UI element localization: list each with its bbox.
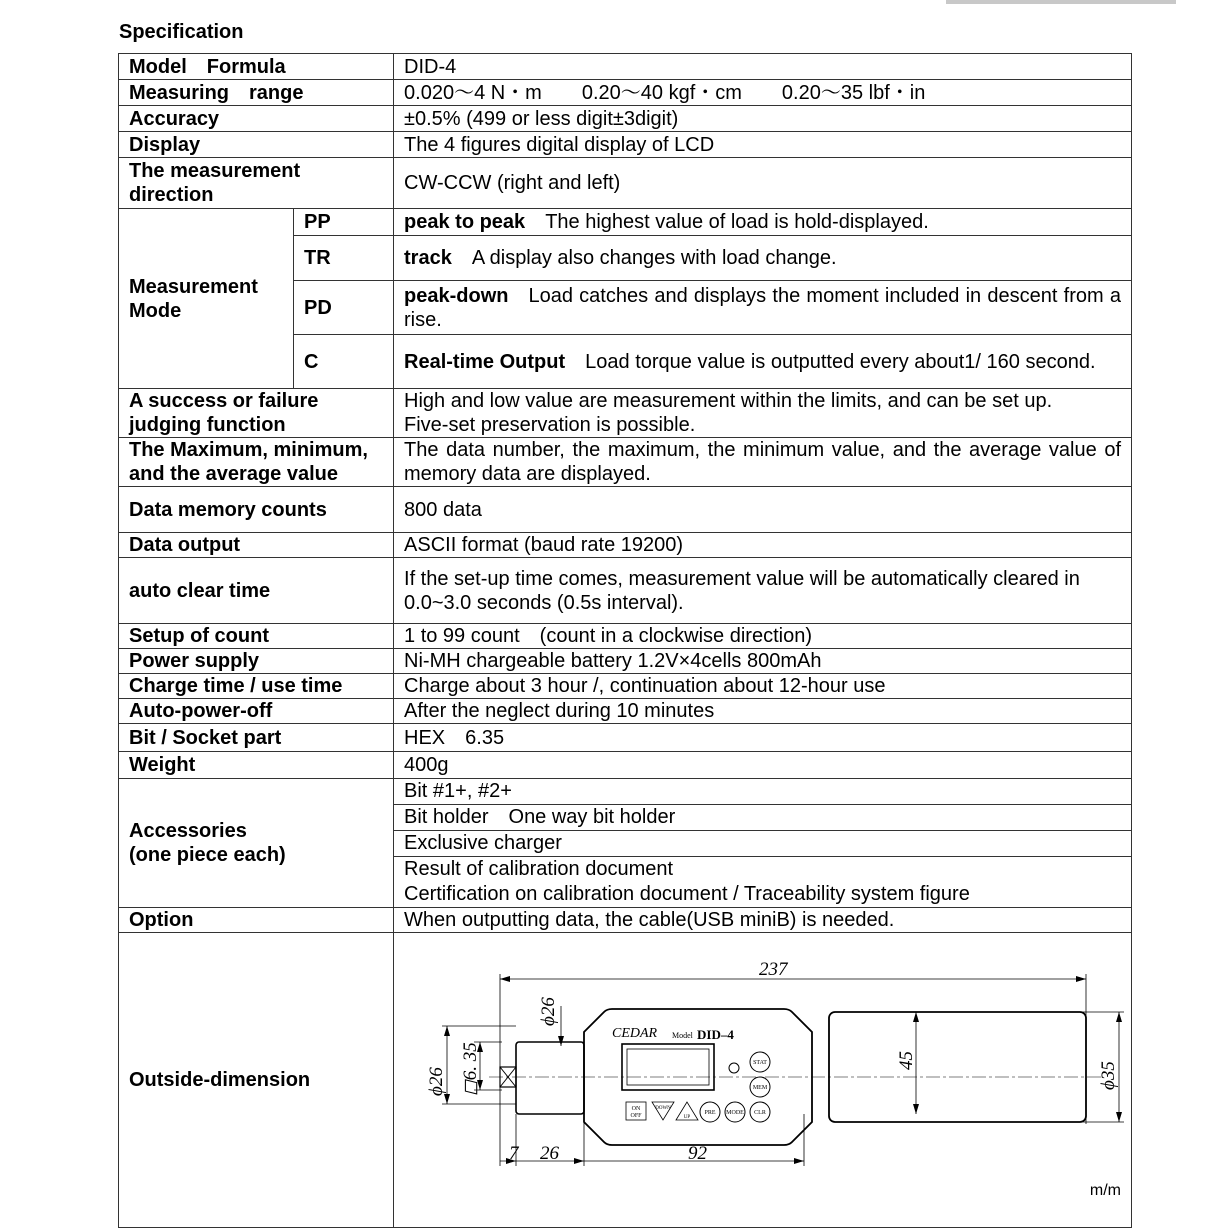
row-value: The 4 figures digital display of LCD: [394, 132, 1132, 158]
row-value: Charge about 3 hour /, continuation about 12-hour use: [394, 674, 1132, 699]
stat-button-label: STAT: [753, 1059, 767, 1066]
dim-phi26-top: ϕ26: [538, 996, 560, 1026]
row-display: [119, 132, 1132, 158]
row-label: Data memory counts: [119, 487, 394, 533]
row-label: auto clear time: [119, 558, 394, 624]
row-mode-pp: [119, 209, 1132, 236]
row-bit: [119, 724, 1132, 752]
row-label: Display: [119, 132, 394, 158]
dim-7: 7: [509, 1142, 519, 1164]
mode-name: peak to peak: [404, 211, 526, 233]
spec-table: [118, 53, 1132, 1228]
row-value-line: High and low value are measurement within the limits, and can be set up.: [404, 390, 1053, 412]
mode-name: Real-time Output: [404, 350, 566, 373]
mode-value: [394, 281, 1132, 335]
row-value: The data number, the maximum, the minimum value, and the average value of memory data are displayed.: [394, 438, 1132, 487]
dim-45: 45: [896, 1050, 918, 1070]
row-label: Option: [119, 908, 394, 933]
row-label: Setup of count: [119, 624, 394, 649]
row-label: Bit / Socket part: [119, 724, 394, 752]
row-value: If the set-up time comes, measurement value will be automatically cleared in 0.0~3.0 seconds (0.5s interval).: [394, 558, 1132, 624]
row-value: [394, 389, 1132, 438]
list-item: Result of calibration document: [404, 858, 674, 880]
dim-phi26-left: ϕ26: [426, 1066, 448, 1096]
mem-button-label: MEM: [752, 1084, 768, 1091]
row-value: DID-4: [394, 54, 1132, 80]
row-judging: [119, 389, 1132, 438]
row-memory: [119, 487, 1132, 533]
row-value: ±0.5% (499 or less digit±3digit): [394, 106, 1132, 132]
row-label: Measuring range: [119, 80, 394, 106]
row-label: Model Formula: [119, 54, 394, 80]
mode-name: peak-down: [404, 284, 509, 307]
mode-code: C: [294, 335, 394, 389]
row-label: Power supply: [119, 649, 394, 674]
row-charge: [119, 674, 1132, 699]
row-maxmin: [119, 438, 1132, 487]
mode-label: Measurement Mode: [119, 209, 294, 389]
dim-total: 237: [759, 958, 788, 980]
list-item: Bit #1+, #2+: [394, 779, 1131, 805]
list-item: Certification on calibration document / Traceability system figure: [404, 883, 970, 905]
row-power: [119, 649, 1132, 674]
row-value: After the neglect during 10 minutes: [394, 699, 1132, 724]
dim-92: 92: [688, 1142, 708, 1164]
row-label-line: (one piece each): [129, 844, 286, 866]
dim-26: 26: [540, 1142, 560, 1164]
dimension-cell: [394, 933, 1132, 1228]
row-label: The Maximum, minimum, and the average value: [119, 438, 394, 487]
list-item: Exclusive charger: [394, 831, 1131, 857]
row-label: The measurement direction: [119, 158, 394, 209]
dim-phi35: ϕ35: [1098, 1060, 1120, 1090]
row-label: Data output: [119, 533, 394, 558]
row-accessories: [119, 779, 1132, 908]
row-value: 1 to 99 count (count in a clockwise direction): [394, 624, 1132, 649]
model-small-label: Model: [672, 1030, 693, 1040]
row-value: When outputting data, the cable(USB miniB) is needed.: [394, 908, 1132, 933]
row-autooff: [119, 699, 1132, 724]
row-direction: [119, 158, 1132, 209]
row-range: [119, 80, 1132, 106]
row-weight: [119, 752, 1132, 779]
row-label: [119, 779, 394, 908]
row-value: HEX 6.35: [394, 724, 1132, 752]
row-setup: [119, 624, 1132, 649]
row-accuracy: [119, 106, 1132, 132]
mode-button-label: MODE: [726, 1109, 744, 1116]
list-item: Bit holder One way bit holder: [394, 805, 1131, 831]
row-model: [119, 54, 1132, 80]
clr-button-label: CLR: [754, 1109, 766, 1116]
row-autoclear: [119, 558, 1132, 624]
row-label: Charge time / use time: [119, 674, 394, 699]
unit-label: m/m: [1089, 1182, 1122, 1199]
row-value: 400g: [394, 752, 1132, 779]
row-label: Outside-dimension: [119, 933, 394, 1228]
mode-code: PP: [294, 209, 394, 236]
dim-hex: ◻6. 35: [460, 1041, 482, 1096]
row-label-line: Accessories: [129, 820, 247, 842]
row-value: CW-CCW (right and left): [394, 158, 1132, 209]
row-label: Accuracy: [119, 106, 394, 132]
section-title: Specification: [119, 21, 244, 43]
off-button-label: OFF: [630, 1112, 642, 1119]
row-value-line: Five-set preservation is possible.: [404, 414, 696, 436]
accessories-list: [394, 779, 1132, 908]
row-outside: [119, 933, 1132, 1228]
on-button-label: ON: [631, 1105, 641, 1112]
mode-value: [394, 335, 1132, 389]
row-option: [119, 908, 1132, 933]
up-button-label: UP: [683, 1114, 691, 1120]
row-label: A success or failure judging function: [119, 389, 394, 438]
mode-code: PD: [294, 281, 394, 335]
row-value: 0.020〜4 N・m 0.20〜40 kgf・cm 0.20〜35 lbf・in: [394, 80, 1132, 106]
mode-desc: A display also changes with load change.: [471, 247, 837, 269]
brand-logo: CEDAR: [612, 1025, 658, 1041]
mode-desc: The highest value of load is hold-displayed.: [545, 211, 929, 233]
mode-code: TR: [294, 236, 394, 281]
row-label: Auto-power-off: [119, 699, 394, 724]
down-button-label: DOWN: [655, 1105, 671, 1111]
row-output: [119, 533, 1132, 558]
pre-button-label: PRE: [704, 1109, 716, 1116]
mode-value: [394, 236, 1132, 281]
header-rule: [946, 0, 1176, 4]
model-label: DID–4: [697, 1026, 734, 1042]
mode-desc: Load catches and displays the moment included in descent from a rise.: [404, 284, 1122, 331]
row-label: Weight: [119, 752, 394, 779]
mode-desc: Load torque value is outputted every about1/ 160 second.: [585, 350, 1096, 373]
mode-value: [394, 209, 1132, 236]
row-value: Ni-MH chargeable battery 1.2V×4cells 800mAh: [394, 649, 1132, 674]
dimension-drawing: [404, 934, 1140, 1227]
mode-name: track: [404, 247, 452, 269]
row-value: ASCII format (baud rate 19200): [394, 533, 1132, 558]
row-value: 800 data: [394, 487, 1132, 533]
